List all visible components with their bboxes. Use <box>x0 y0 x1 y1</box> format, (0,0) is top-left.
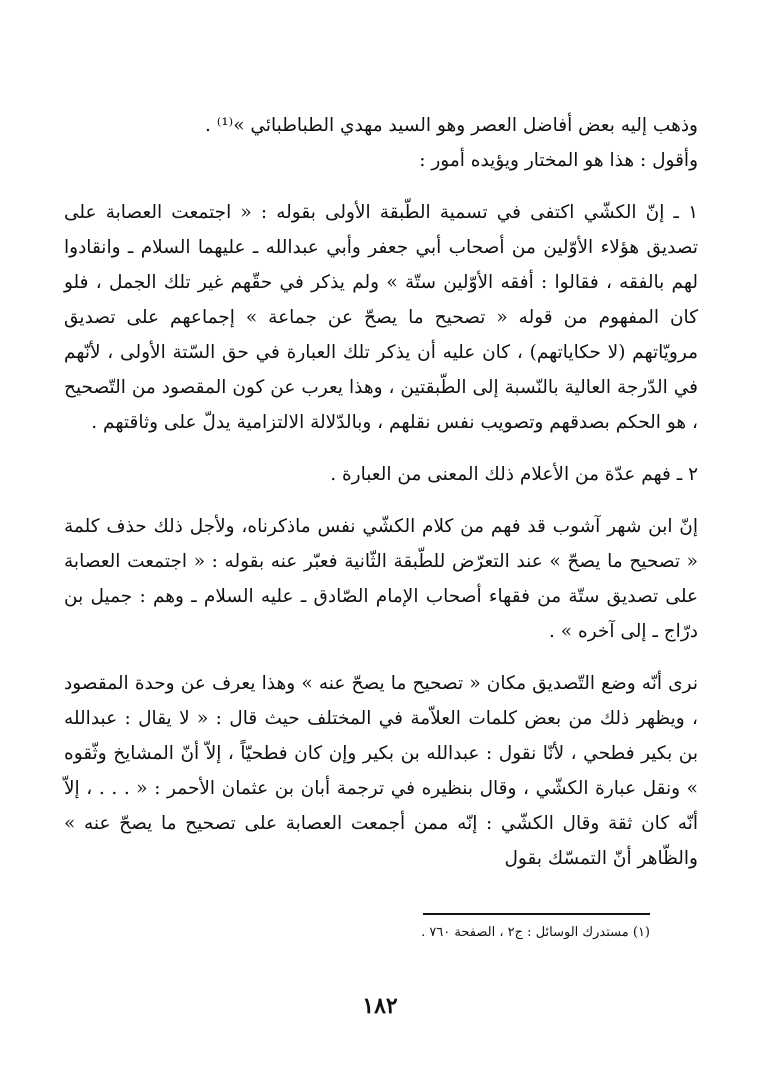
paragraph-3: ١ ـ إنّ الكشّي اكتفى في تسمية الطّبقة الأولى بقوله : « اجتمعت العصابة على تصديق هؤلاء الأوّلين من أصحاب أبي جعفر وأبي عبدالله ـ عليهما السلام ـ وانقادوا لهم بالفقه ، فقالوا : أفقه الأوّلين ستّة » ولم يذكر في حقّهم غير تلك الجمل ، فلو كان المفهوم من قوله « تصحيح ما يصحّ عن جماعة » إجماعهم على تصديق مرويّاتهم (لا حكاياتهم) ، كان عليه أن يذكر تلك العبارة في حق السّتة الأولى ، لأنّهم في الدّرجة العالية بالنّسبة إلى الطّبقتين ، وهذا يعرب عن كون المقصود من التّصحيح ، هو الحكم بصدقهم وتصويب نفس نقلهم ، وبالدّلالة الالتزامية يدلّ على وثاقتهم . <box>64 202 698 433</box>
footnote-divider <box>423 913 650 915</box>
paragraph-1: وذهب إليه بعض أفاضل العصر وهو السيد مهدي الطباطبائي »⁽¹⁾ . <box>204 115 698 136</box>
paragraph-4: ٢ ـ فهم عدّة من الأعلام ذلك المعنى من العبارة . <box>330 464 698 485</box>
page-number: ١٨٢ <box>362 993 398 1019</box>
main-text <box>64 108 698 876</box>
paragraph-2: وأقول : هذا هو المختار ويؤيده أمور : <box>419 150 698 171</box>
paragraph-5: إنّ ابن شهر آشوب قد فهم من كلام الكشّي نفس ماذكرناه، ولأجل ذلك حذف كلمة « تصحيح ما يصحّ » عند التعرّض للطّبقة الثّانية فعبّر عنه بقوله : « اجتمعت العصابة على تصديق ستّة من فقهاء أصحاب الإمام الصّادق ـ عليه السلام ـ وهم : جميل بن درّاج ـ إلى آخره » . <box>64 516 698 642</box>
paragraph-6: نرى أنّه وضع التّصديق مكان « تصحيح ما يصحّ عنه » وهذا يعرف عن وحدة المقصود ، ويظهر ذلك من بعض كلمات العلاّمة في المختلف حيث قال : « لا يقال : عبدالله بن بكير فطحي ، لأنّا نقول : عبدالله بن بكير وإن كان فطحيّاً ، إلاّ أنّ المشايخ وثّقوه » ونقل عبارة الكشّي ، وقال بنظيره في ترجمة أبان بن عثمان الأحمر : « . . . ، إلاّ أنّه كان ثقة وقال الكشّي : إنّه ممن أجمعت العصابة على تصحيح ما يصحّ عنه » والظّاهر أنّ التمسّك بقول <box>64 673 698 869</box>
footnote: (١) مستدرك الوسائل : ج٢ ، الصفحة ٧٦٠ . <box>421 925 650 940</box>
